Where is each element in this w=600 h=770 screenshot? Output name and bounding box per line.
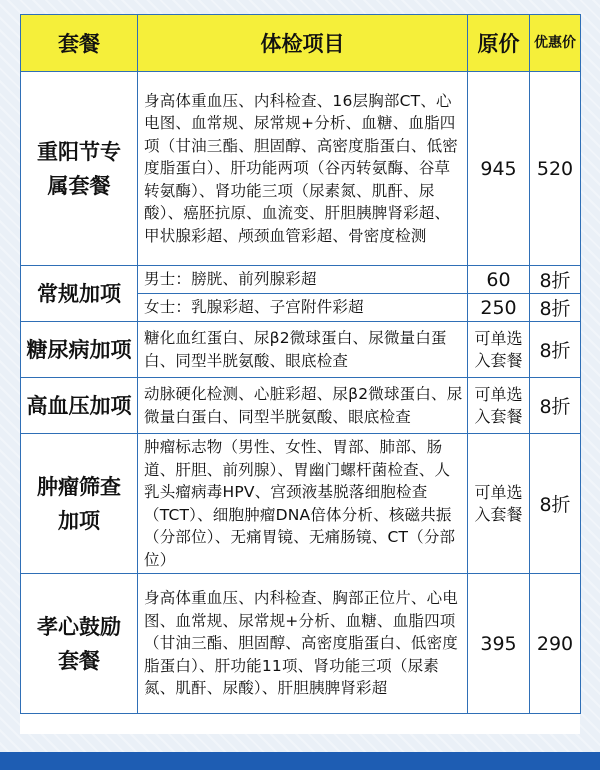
package-name: 高血压加项 <box>21 378 138 434</box>
discount-price: 520 <box>530 72 581 266</box>
original-price: 可单选入套餐 <box>468 378 530 434</box>
discount-price: 8折 <box>530 434 581 574</box>
table-row <box>21 72 581 266</box>
discount-price: 8折 <box>530 378 581 434</box>
table-header-row <box>21 15 581 72</box>
header-original-price: 原价 <box>468 15 530 72</box>
package-items: 肿瘤标志物（男性、女性、胃部、肺部、肠道、肝胆、前列腺）、胃幽门螺杆菌检查、人乳头瘤病毒HPV、宫颈液基脱落细胞检查（TCT）、细胞肿瘤DNA倍体分析、核磁共振（分部位）、无痛胃镜、无痛肠镜、CT（分部位） <box>138 434 468 574</box>
package-name: 重阳节专属套餐 <box>21 72 138 266</box>
original-price: 945 <box>468 72 530 266</box>
header-items: 体检项目 <box>138 15 468 72</box>
package-items: 身高体重血压、内科检查、16层胸部CT、心电图、血常规、尿常规+分析、血糖、血脂四项（甘油三酯、胆固醇、高密度脂蛋白、低密度脂蛋白）、肝功能两项（谷丙转氨酶、谷草转氨酶）、肾功能三项（尿素氮、肌酐、尿酸）、癌胚抗原、血流变、肝胆胰脾肾彩超、甲状腺彩超、颅颈血管彩超、骨密度检测 <box>138 72 468 266</box>
original-price: 60 <box>468 266 530 294</box>
original-price: 395 <box>468 574 530 714</box>
package-name: 肿瘤筛查加项 <box>21 434 138 574</box>
table-row <box>21 378 581 434</box>
table-row <box>21 434 581 574</box>
package-items: 糖化血红蛋白、尿β2微球蛋白、尿微量白蛋白、同型半胱氨酸、眼底检查 <box>138 322 468 378</box>
package-name: 孝心鼓励套餐 <box>21 574 138 714</box>
package-name: 常规加项 <box>21 266 138 322</box>
discount-price: 290 <box>530 574 581 714</box>
original-price: 可单选入套餐 <box>468 434 530 574</box>
discount-price: 8折 <box>530 266 581 294</box>
package-items: 男士：膀胱、前列腺彩超 <box>138 266 468 294</box>
header-discount-price: 优惠价 <box>530 15 581 72</box>
header-package: 套餐 <box>21 15 138 72</box>
original-price: 250 <box>468 294 530 322</box>
original-price: 可单选入套餐 <box>468 322 530 378</box>
table-row <box>21 574 581 714</box>
discount-price: 8折 <box>530 322 581 378</box>
checkup-price-table <box>20 14 581 714</box>
discount-price: 8折 <box>530 294 581 322</box>
bottom-color-bar <box>0 752 600 770</box>
package-items: 女士：乳腺彩超、子宫附件彩超 <box>138 294 468 322</box>
package-name: 糖尿病加项 <box>21 322 138 378</box>
table-row <box>21 322 581 378</box>
package-items: 动脉硬化检测、心脏彩超、尿β2微球蛋白、尿微量白蛋白、同型半胱氨酸、眼底检查 <box>138 378 468 434</box>
package-items: 身高体重血压、内科检查、胸部正位片、心电图、血常规、尿常规+分析、血糖、血脂四项（甘油三酯、胆固醇、高密度脂蛋白、低密度脂蛋白）、肝功能11项、肾功能三项（尿素氮、肌酐、尿酸）、肝胆胰脾肾彩超 <box>138 574 468 714</box>
table-row <box>21 266 581 294</box>
